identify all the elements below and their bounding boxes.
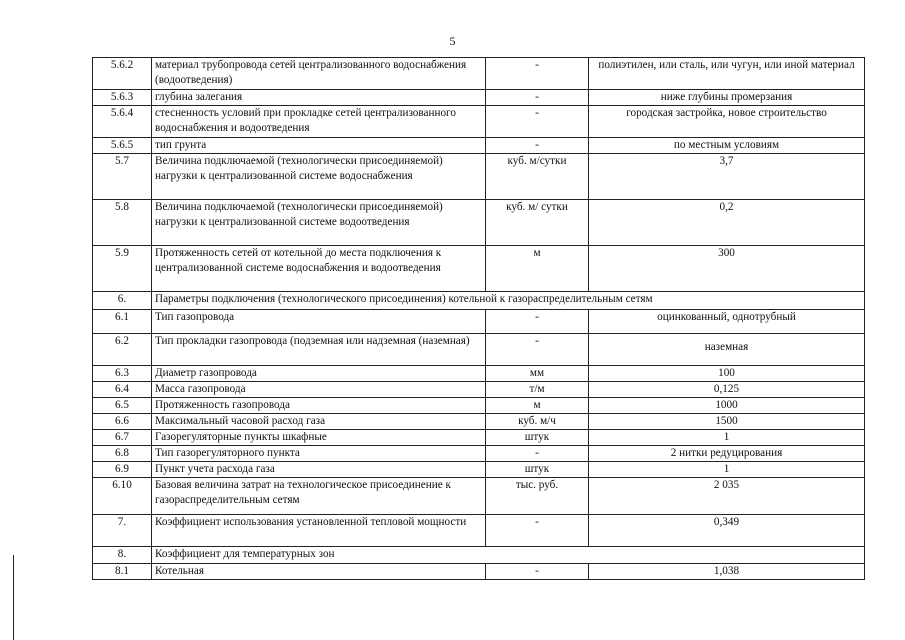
page-number: 5 [449, 34, 456, 48]
table-row [93, 200, 865, 246]
row-number: 5.6.4 [93, 106, 152, 138]
table-row [93, 515, 865, 547]
row-number: 6.9 [93, 462, 152, 478]
row-value: оцинкованный, однотрубный [589, 310, 865, 334]
table-row [93, 90, 865, 106]
row-number: 5.6.3 [93, 90, 152, 106]
row-value: 1 [589, 430, 865, 446]
row-unit: - [486, 334, 589, 366]
row-description: Величина подключаемой (технологически присоединяемой) нагрузки к централизованной системе водоотведения [152, 200, 486, 246]
row-description: глубина залегания [152, 90, 486, 106]
row-description: материал трубопровода сетей централизованного водоснабжения (водоотведения) [152, 58, 486, 90]
row-unit: куб. м/ч [486, 414, 589, 430]
row-unit: - [486, 515, 589, 547]
table-row [93, 398, 865, 414]
margin-line [13, 555, 14, 640]
row-value: наземная [589, 334, 865, 366]
row-number: 6.7 [93, 430, 152, 446]
table-row [93, 154, 865, 200]
row-value: городская застройка, новое строительство [589, 106, 865, 138]
section-row [93, 292, 865, 310]
row-description: Газорегуляторные пункты шкафные [152, 430, 486, 446]
table-row [93, 430, 865, 446]
row-unit: - [486, 90, 589, 106]
row-number: 7. [93, 515, 152, 547]
table-row [93, 382, 865, 398]
row-number: 5.9 [93, 246, 152, 292]
row-value: 100 [589, 366, 865, 382]
section-title: Параметры подключения (технологического присоединения) котельной к газораспределительным сетям [152, 292, 865, 310]
row-number: 5.6.5 [93, 138, 152, 154]
row-unit: - [486, 138, 589, 154]
row-unit: мм [486, 366, 589, 382]
table-row [93, 414, 865, 430]
row-description: Пункт учета расхода газа [152, 462, 486, 478]
table-row [93, 478, 865, 515]
row-number: 8.1 [93, 564, 152, 580]
row-number: 6.1 [93, 310, 152, 334]
row-number: 6.3 [93, 366, 152, 382]
row-number: 6.2 [93, 334, 152, 366]
row-value: полиэтилен, или сталь, или чугун, или иной материал [589, 58, 865, 90]
row-value: 0,2 [589, 200, 865, 246]
row-description: Максимальный часовой расход газа [152, 414, 486, 430]
row-value: ниже глубины промерзания [589, 90, 865, 106]
table-row [93, 310, 865, 334]
section-number: 8. [93, 547, 152, 564]
row-value: 0,349 [589, 515, 865, 547]
section-title: Коэффициент для температурных зон [152, 547, 865, 564]
row-number: 5.8 [93, 200, 152, 246]
row-unit: тыс. руб. [486, 478, 589, 515]
row-unit: - [486, 106, 589, 138]
row-unit: - [486, 564, 589, 580]
row-value: по местным условиям [589, 138, 865, 154]
row-value: 3,7 [589, 154, 865, 200]
row-unit: м [486, 246, 589, 292]
row-value: 2 нитки редуцирования [589, 446, 865, 462]
row-description: Коэффициент использования установленной тепловой мощности [152, 515, 486, 547]
row-number: 6.8 [93, 446, 152, 462]
row-unit: - [486, 58, 589, 90]
row-value: 1,038 [589, 564, 865, 580]
specification-table [92, 57, 865, 580]
table-row [93, 246, 865, 292]
table-row [93, 106, 865, 138]
row-description: тип грунта [152, 138, 486, 154]
table-row [93, 564, 865, 580]
row-unit: - [486, 310, 589, 334]
table-row [93, 446, 865, 462]
row-description: Величина подключаемой (технологически присоединяемой) нагрузки к централизованной системе водоснабжения [152, 154, 486, 200]
row-description: Тип прокладки газопровода (подземная или надземная (наземная) [152, 334, 486, 366]
row-number: 6.4 [93, 382, 152, 398]
row-value: 1000 [589, 398, 865, 414]
table-row [93, 334, 865, 366]
row-description: Котельная [152, 564, 486, 580]
row-value: 1 [589, 462, 865, 478]
section-number: 6. [93, 292, 152, 310]
row-value: 2 035 [589, 478, 865, 515]
table-row [93, 366, 865, 382]
row-unit: куб. м/ сутки [486, 200, 589, 246]
row-value: 1500 [589, 414, 865, 430]
row-unit: - [486, 446, 589, 462]
section-row [93, 547, 865, 564]
table-row [93, 58, 865, 90]
row-value: 0,125 [589, 382, 865, 398]
row-description: Базовая величина затрат на технологическое присоединение к газораспределительным сетям [152, 478, 486, 515]
row-unit: штук [486, 462, 589, 478]
row-description: Диаметр газопровода [152, 366, 486, 382]
row-description: Масса газопровода [152, 382, 486, 398]
row-unit: куб. м/сутки [486, 154, 589, 200]
row-description: Протяженность сетей от котельной до места подключения к централизованной системе водоснабжения и водоотведения [152, 246, 486, 292]
table-row [93, 138, 865, 154]
row-unit: штук [486, 430, 589, 446]
row-number: 5.7 [93, 154, 152, 200]
row-number: 6.5 [93, 398, 152, 414]
row-unit: т/м [486, 382, 589, 398]
table-row [93, 462, 865, 478]
row-number: 5.6.2 [93, 58, 152, 90]
row-description: стесненность условий при прокладке сетей централизованного водоснабжения и водоотведения [152, 106, 486, 138]
row-description: Протяженность газопровода [152, 398, 486, 414]
row-description: Тип газорегуляторного пункта [152, 446, 486, 462]
row-unit: м [486, 398, 589, 414]
row-number: 6.10 [93, 478, 152, 515]
row-number: 6.6 [93, 414, 152, 430]
row-description: Тип газопровода [152, 310, 486, 334]
row-value: 300 [589, 246, 865, 292]
